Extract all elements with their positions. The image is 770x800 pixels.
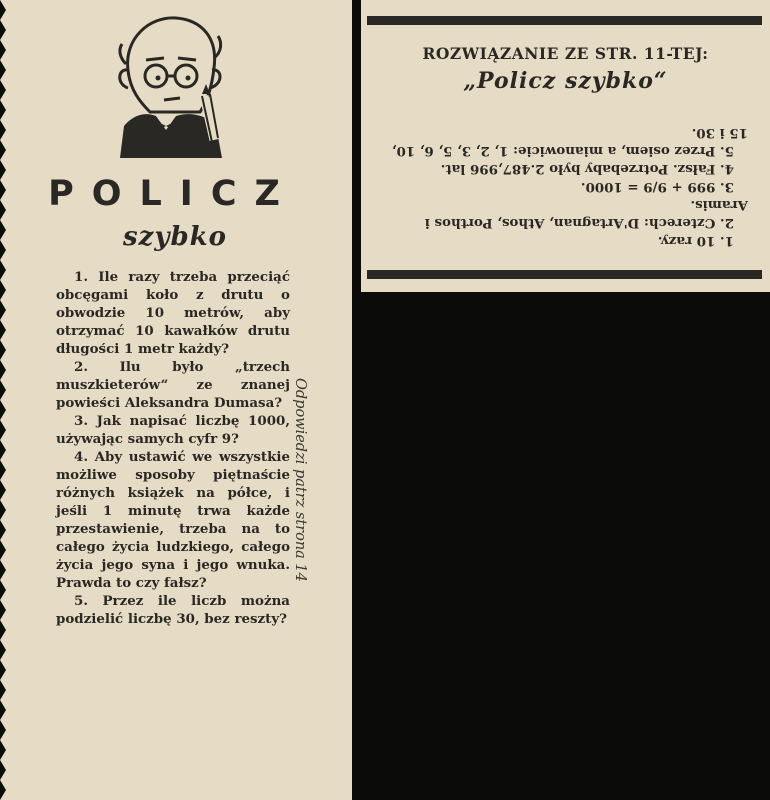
- question-item: 3. Jak napisać liczbę 1000, używając samych cyfr 9?: [56, 413, 290, 447]
- answer-item: 2. Czterech: D'Artagnan, Athos, Porthos i Aramis.: [424, 197, 748, 231]
- question-item: 2. Ilu było „trzech muszkieterów“ ze znanej powieści Aleksandra Dumasa?: [56, 359, 290, 411]
- question-item: 1. Ile razy trzeba przeciąć obcęgami koło z drutu o obwodzie 10 metrów, aby otrzymać 10 kawałków drutu długości 1 metr każdy?: [56, 269, 290, 357]
- solution-clipping: [361, 0, 770, 292]
- question-list: [56, 268, 290, 628]
- torn-edge: [0, 0, 10, 800]
- bottom-rule: [367, 270, 762, 279]
- solution-header: ROZWIĄZANIE ZE STR. 11-TEJ:: [422, 44, 709, 63]
- answer-item: 5. Przez osiem, a mianowicie: 1, 2, 3, 5, 6, 10, 15 i 30.: [391, 125, 748, 159]
- answers-reference-note: Odpowiedzi patrz strona 14: [292, 378, 308, 582]
- question-item: 5. Przez ile liczb można podzielić liczbę 30, bez reszty?: [56, 593, 290, 627]
- puzzle-clipping: [0, 0, 352, 800]
- top-rule: [367, 16, 762, 25]
- answer-item: 1. 10 razy.: [657, 233, 734, 249]
- answer-item: 4. Fałsz. Potrzebaby było 2.487,996 lat.: [440, 161, 734, 177]
- solution-subtitle: „Policz szybko“: [463, 68, 668, 94]
- caricature-portrait-icon: [110, 8, 240, 158]
- question-item: 4. Aby ustawić we wszystkie możliwe sposoby piętnaście różnych książek na półce, i jeśli 1 minutę trwa każde przestawienie, trzeba na to całego życia ludzkiego, całego życia jego syna i jego wnuka. Prawda to czy fałsz?: [56, 449, 290, 591]
- puzzle-subtitle: szybko: [122, 222, 228, 252]
- answer-item: 3. 999 + 9/9 = 1000.: [580, 179, 734, 195]
- puzzle-title: POLICZ: [48, 174, 298, 214]
- solution-answers-upside-down: [373, 100, 758, 260]
